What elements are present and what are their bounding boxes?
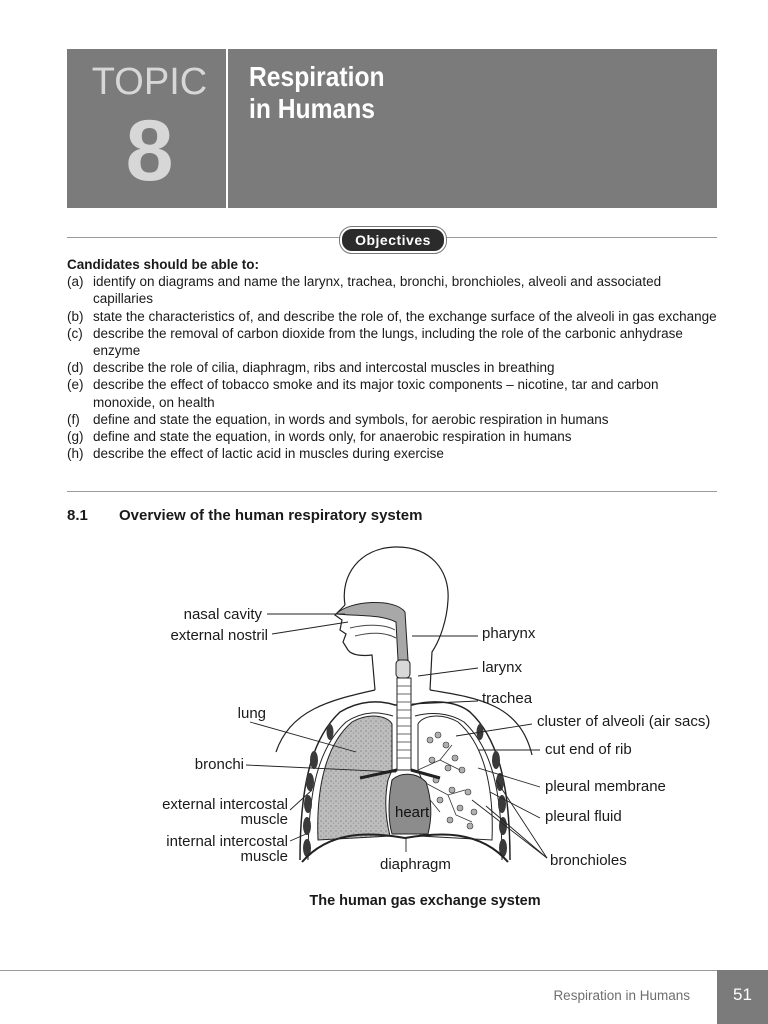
objective-key: (a) bbox=[67, 274, 84, 290]
objective-key: (h) bbox=[67, 446, 84, 462]
section-heading bbox=[67, 507, 422, 524]
objective-key: (b) bbox=[67, 308, 84, 324]
topic-number: 8 bbox=[125, 103, 174, 199]
objective-item-b bbox=[67, 308, 719, 325]
label-external-intercostal: external intercostal bbox=[162, 796, 288, 813]
objective-key: (d) bbox=[67, 360, 84, 376]
objective-text: define and state the equation, in words only, for anaerobic respiration in humans bbox=[93, 429, 572, 445]
chapter-title-line-1: Respiration bbox=[249, 61, 385, 92]
label-diaphragm: diaphragm bbox=[380, 856, 451, 873]
objective-key: (c) bbox=[67, 325, 83, 341]
objective-text: define and state the equation, in words and symbols, for aerobic respiration in humans bbox=[93, 411, 609, 427]
diagram-caption: The human gas exchange system bbox=[309, 893, 541, 909]
chapter-title bbox=[249, 61, 619, 125]
objective-text: describe the effect of lactic acid in muscles during exercise bbox=[93, 446, 444, 462]
label-larynx: larynx bbox=[482, 659, 523, 676]
objective-text: describe the effect of tobacco smoke and its major toxic components – nicotine, tar and carbon monoxide, on health bbox=[93, 377, 659, 410]
objective-text: state the characteristics of, and describe the role of, the exchange surface of the alveoli in gas exchange bbox=[93, 308, 717, 324]
section-number: 8.1 bbox=[67, 507, 88, 524]
topic-header-band bbox=[67, 49, 717, 208]
objective-item-g bbox=[67, 428, 719, 445]
label-heart: heart bbox=[395, 804, 430, 821]
objective-item-c bbox=[67, 325, 719, 359]
respiratory-system-diagram bbox=[0, 540, 768, 885]
objectives-bottom-rule bbox=[67, 491, 717, 492]
section-title: Overview of the human respiratory system bbox=[119, 507, 423, 524]
label-trachea: trachea bbox=[482, 690, 533, 707]
objective-text: identify on diagrams and name the larynx, trachea, bronchi, bronchioles, alveoli and associated capillaries bbox=[93, 274, 662, 307]
objective-key: (g) bbox=[67, 429, 84, 445]
label-external-nostril: external nostril bbox=[170, 627, 268, 644]
label-nasal-cavity: nasal cavity bbox=[183, 606, 262, 623]
label-internal-intercostal-muscle: muscle bbox=[240, 848, 288, 865]
chapter-title-line-2: in Humans bbox=[249, 93, 375, 124]
page-number: 51 bbox=[717, 970, 768, 1024]
objective-text: describe the role of cilia, diaphragm, ribs and intercostal muscles in breathing bbox=[93, 360, 555, 376]
header-divider bbox=[226, 49, 228, 208]
objective-item-e bbox=[67, 376, 719, 410]
label-pleural-membrane: pleural membrane bbox=[545, 778, 666, 795]
objective-key: (e) bbox=[67, 377, 84, 393]
topic-word: TOPIC bbox=[91, 61, 208, 103]
objective-item-a bbox=[67, 273, 719, 307]
label-bronchioles: bronchioles bbox=[550, 852, 627, 869]
objectives-lead: Candidates should be able to: bbox=[67, 257, 260, 272]
objective-item-h bbox=[67, 445, 719, 462]
label-external-intercostal-muscle: muscle bbox=[240, 811, 288, 828]
objectives-list bbox=[67, 256, 719, 462]
label-cut-end-of-rib: cut end of rib bbox=[545, 741, 632, 758]
label-pharynx: pharynx bbox=[482, 625, 536, 642]
label-pleural-fluid: pleural fluid bbox=[545, 808, 622, 825]
running-title: Respiration in Humans bbox=[553, 988, 690, 1003]
label-bronchi: bronchi bbox=[194, 756, 244, 773]
objective-text: describe the removal of carbon dioxide from the lungs, including the role of the carbonic anhydrase enzyme bbox=[93, 325, 683, 359]
label-alveoli: cluster of alveoli (air sacs) bbox=[537, 713, 711, 730]
objectives-badge: Objectives bbox=[340, 227, 446, 253]
label-internal-intercostal: internal intercostal bbox=[166, 833, 288, 850]
objective-item-d bbox=[67, 359, 719, 376]
label-lung: lung bbox=[237, 705, 266, 722]
objective-key: (f) bbox=[67, 411, 80, 427]
objective-item-f bbox=[67, 411, 719, 428]
footer-rule bbox=[0, 970, 717, 971]
